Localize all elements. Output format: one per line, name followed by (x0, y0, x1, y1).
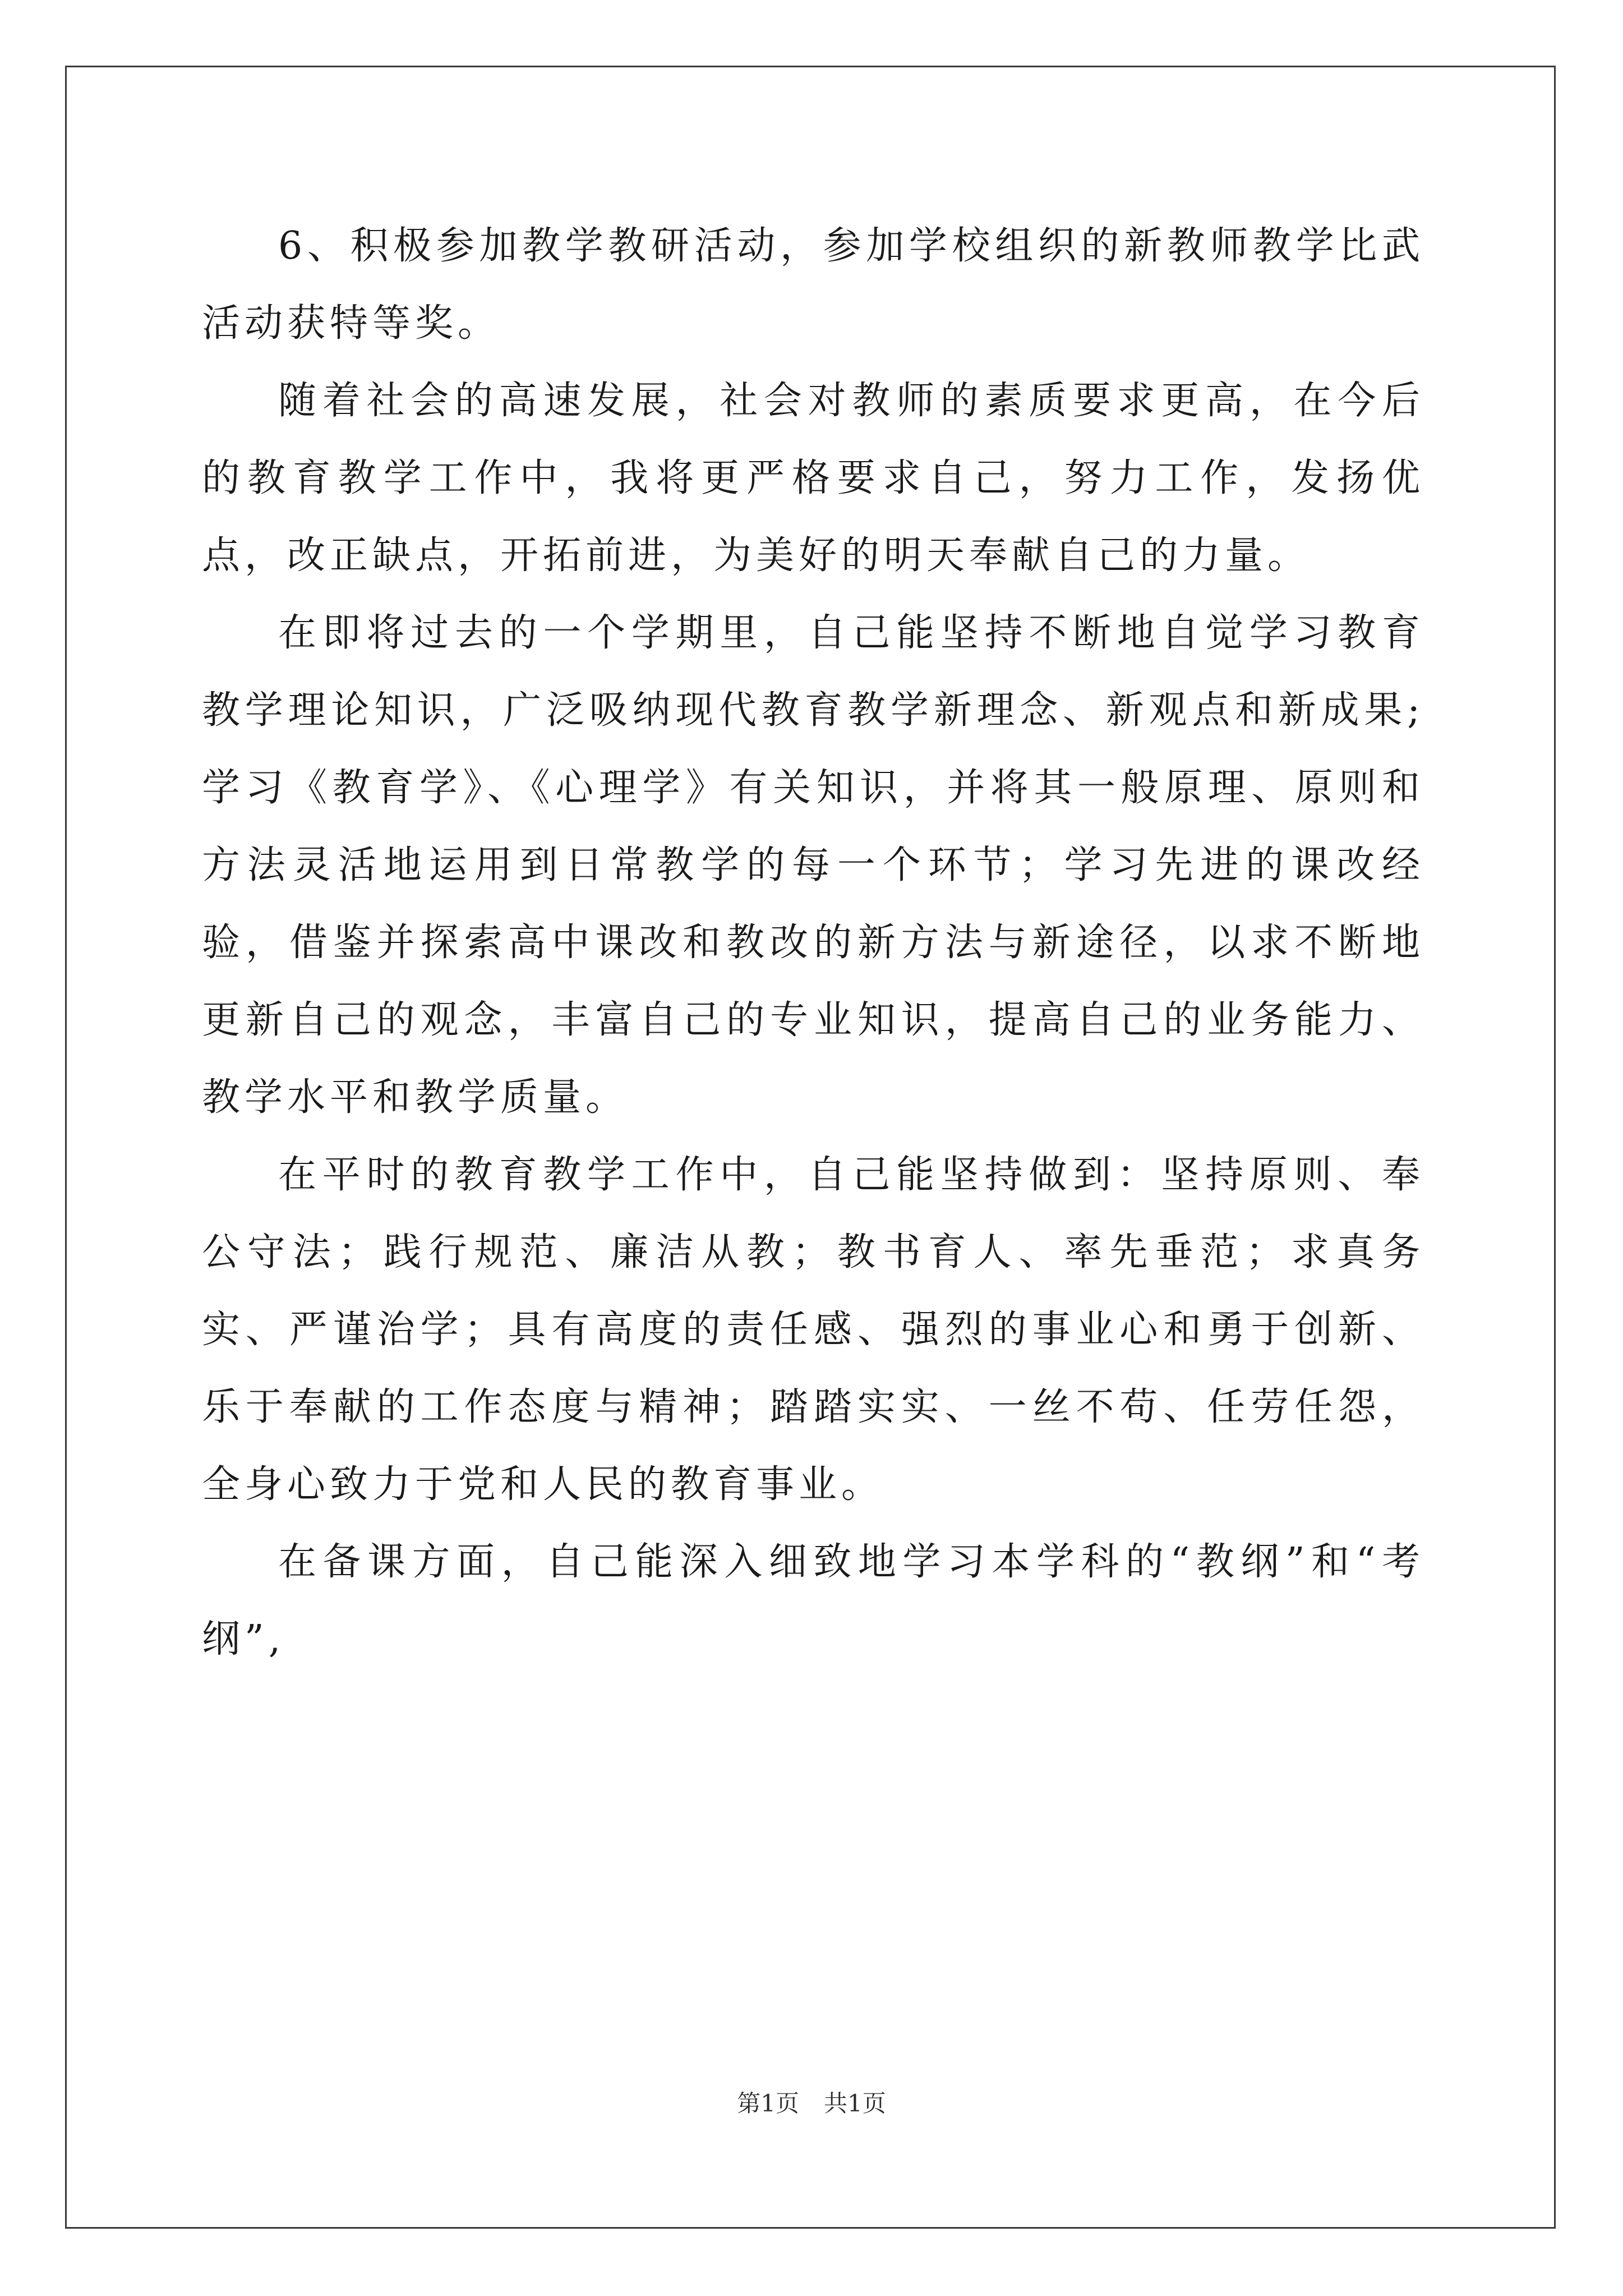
page-footer (0, 2087, 1623, 2120)
paragraph-3: 在即将过去的一个学期里，自己能坚持不断地自觉学习教育教学理论知识，广泛吸纳现代教育教学新理念、新观点和新成果;学习《教育学》、《心理学》有关知识，并将其一般原理、原则和方法灵活地运用到日常教学的每一个环节；学习先进的课改经验，借鉴并探索高中课改和教改的新方法与新途径，以求不断地更新自己的观念，丰富自己的专业知识，提高自己的业务能力、教学水平和教学质量。 (202, 611, 1424, 1120)
paragraph-5: 在备课方面，自己能深入细致地学习本学科的“教纲”和“考纲”, (202, 1540, 1424, 1662)
paragraph-4: 在平时的教育教学工作中，自己能坚持做到：坚持原则、奉公守法；践行规范、廉洁从教；教书育人、率先垂范；求真务实、严谨治学；具有高度的责任感、强烈的事业心和勇于创新、乐于奉献的工作态度与精神；踏踏实实、一丝不苟、任劳任怨，全身心致力于党和人民的教育事业。 (202, 1153, 1424, 1507)
document-body (202, 208, 1424, 1678)
page-total: 共1页 (824, 2090, 886, 2117)
paragraph-1: 6、积极参加教学教研活动，参加学校组织的新教师教学比武活动获特等奖。 (202, 224, 1424, 346)
paragraph-2: 随着社会的高速发展，社会对教师的素质要求更高，在今后的教育教学工作中，我将更严格要求自己，努力工作，发扬优点，改正缺点，开拓前进，为美好的明天奉献自己的力量。 (202, 379, 1424, 578)
page-number: 第1页 (737, 2090, 799, 2117)
